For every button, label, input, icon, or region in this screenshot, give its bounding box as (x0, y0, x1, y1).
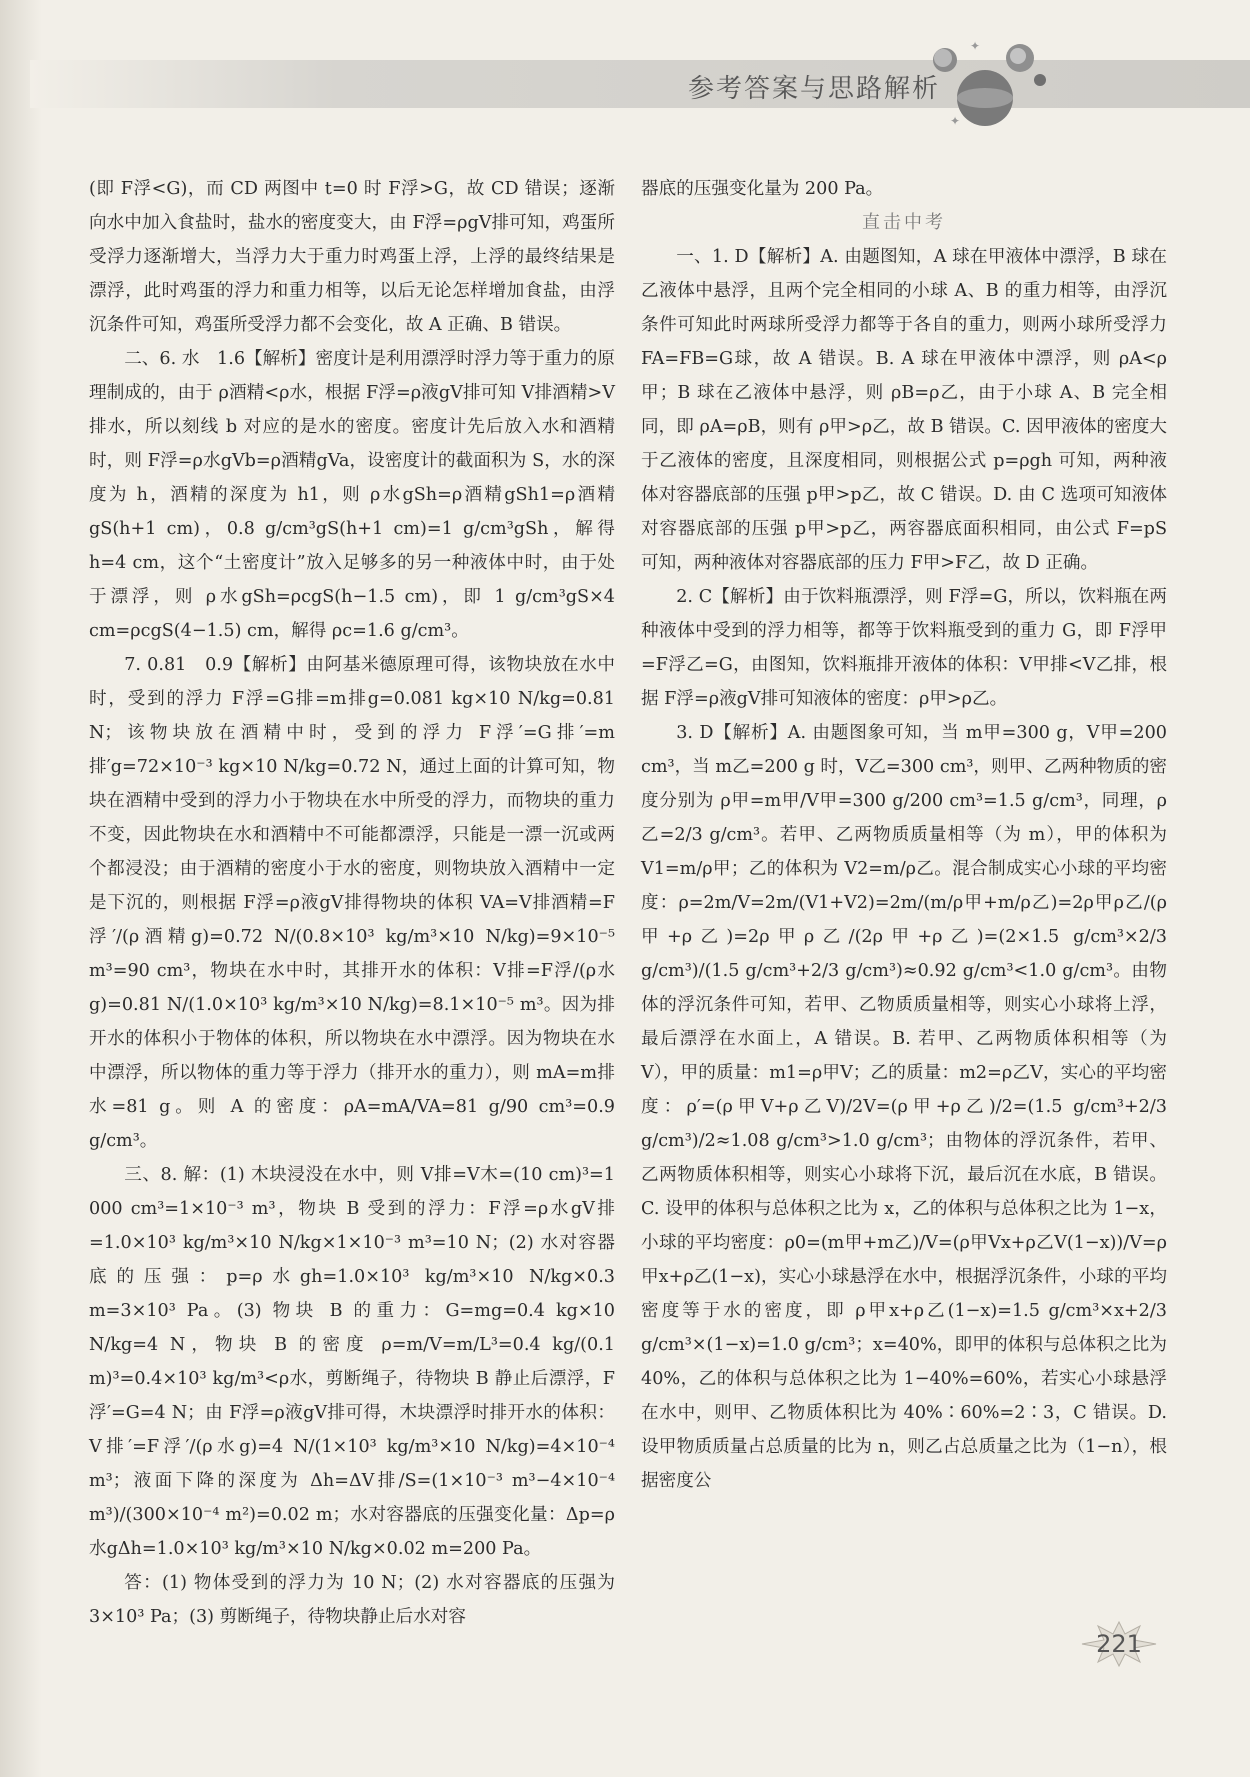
header-band (30, 60, 1250, 108)
header-title: 参考答案与思路解析 (687, 74, 940, 104)
page-edge (0, 0, 42, 1777)
paragraph: 二、6. 水 1.6【解析】密度计是利用漂浮时浮力等于重力的原理制成的，由于 ρ酒精<ρ水，根据 F浮=ρ液gV排可知 V排酒精>V排水，所以刻线 b 对应的是水的密度。密度计先后放入水和酒精时，则 F浮=ρ水gVb=ρ酒精gVa，设密度计的截面积为 S，水的深度为 h，酒精的深度为 h1，则 ρ水gSh=ρ酒精gSh1=ρ酒精gS(h+1 cm)，0.8 g/cm³gS(h+1 cm)=1 g/cm³gSh，解得 h=4 cm，这个“土密度计”放入足够多的另一种液体中时，由于处于漂浮，则 ρ水gSh=ρcgS(h−1.5 cm)，即 1 g/cm³gS×4 cm=ρcgS(4−1.5) cm，解得 ρc=1.6 g/cm³。 (89, 349, 615, 641)
svg-text:✦: ✦ (950, 114, 961, 128)
paragraph: 一、1. D【解析】A. 由题图知，A 球在甲液体中漂浮，B 球在乙液体中悬浮，且两个完全相同的小球 A、B 的重力相等，由浮沉条件可知此时两球所受浮力都等于各自的重力，则两小球所受浮力 FA=FB=G球，故 A 错误。B. A 球在甲液体中漂浮，则 ρA<ρ甲；B 球在乙液体中悬浮，则 ρB=ρ乙，由于小球 A、B 完全相同，即 ρA=ρB，则有 ρ甲>ρ乙，故 B 错误。C. 因甲液体的密度大于乙液体的密度，且深度相同，则根据公式 p=ρgh 可知，两种液体对容器底部的压强 p甲>p乙，故 C 错误。D. 由 C 选项可知液体对容器底部的压强 p甲>p乙，两容器底面积相同，由公式 F=pS 可知，两种液体对容器底部的压力 F甲>F乙，故 D 正确。 (641, 247, 1167, 573)
paragraph: 答：(1) 物体受到的浮力为 10 N；(2) 水对容器底的压强为 3×10³ Pa；(3) 剪断绳子，待物块静止后水对容 (89, 1573, 615, 1627)
paragraph: 三、8. 解：(1) 木块浸没在水中，则 V排=V木=(10 cm)³=1 000 cm³=1×10⁻³ m³，物块 B 受到的浮力：F浮=ρ水gV排=1.0×10³ kg/m³×10 N/kg×1×10⁻³ m³=10 N；(2) 水对容器底的压强：p=ρ水gh=1.0×10³ kg/m³×10 N/kg×0.3 m=3×10³ Pa。(3) 物块 B 的重力：G=mg=0.4 kg×10 N/kg=4 N，物块 B 的密度 ρ=m/V=m/L³=0.4 kg/(0.1 m)³=0.4×10³ kg/m³<ρ水，剪断绳子，待物块 B 静止后漂浮，F浮′=G=4 N；由 F浮=ρ液gV排可得，木块漂浮时排开水的体积：V排′=F浮′/(ρ水g)=4 N/(1×10³ kg/m³×10 N/kg)=4×10⁻⁴ m³；液面下降的深度为 Δh=ΔV排/S=(1×10⁻³ m³−4×10⁻⁴ m³)/(300×10⁻⁴ m²)=0.02 m；水对容器底的压强变化量：Δp=ρ水gΔh=1.0×10³ kg/m³×10 N/kg×0.02 m=200 Pa。 (89, 1165, 615, 1559)
right-column (641, 172, 1167, 1498)
left-column (89, 172, 615, 1634)
paragraph: 2. C【解析】由于饮料瓶漂浮，则 F浮=G，所以，饮料瓶在两种液体中受到的浮力相等，都等于饮料瓶受到的重力 G，即 F浮甲=F浮乙=G，由图知，饮料瓶排开液体的体积：V甲排<V乙排，根据 F浮=ρ液gV排可知液体的密度：ρ甲>ρ乙。 (641, 587, 1167, 709)
paragraph: 器底的压强变化量为 200 Pa。 (641, 179, 884, 199)
paragraph: 3. D【解析】A. 由题图象可知，当 m甲=300 g，V甲=200 cm³，当 m乙=200 g 时，V乙=300 cm³，则甲、乙两种物质的密度分别为 ρ甲=m甲/V甲=300 g/200 cm³=1.5 g/cm³，同理，ρ乙=2/3 g/cm³。若甲、乙两物质质量相等（为 m），甲的体积为 V1=m/ρ甲；乙的体积为 V2=m/ρ乙。混合制成实心小球的平均密度：ρ=2m/V=2m/(V1+V2)=2m/(m/ρ甲+m/ρ乙)=2ρ甲ρ乙/(ρ甲+ρ乙)=2ρ甲ρ乙/(2ρ甲+ρ乙)=(2×1.5 g/cm³×2/3 g/cm³)/(1.5 g/cm³+2/3 g/cm³)≈0.92 g/cm³<1.0 g/cm³。由物体的浮沉条件可知，若甲、乙物质质量相等，则实心小球将上浮，最后漂浮在水面上，A 错误。B. 若甲、乙两物质体积相等（为 V），甲的质量：m1=ρ甲V；乙的质量：m2=ρ乙V，实心的平均密度：ρ′=(ρ甲V+ρ乙V)/2V=(ρ甲+ρ乙)/2=(1.5 g/cm³+2/3 g/cm³)/2≈1.08 g/cm³>1.0 g/cm³；由物体的浮沉条件，若甲、乙两物质体积相等，则实心小球将下沉，最后沉在水底，B 错误。C. 设甲的体积与总体积之比为 x，乙的体积与总体积之比为 1−x，小球的平均密度：ρ0=(m甲+m乙)/V=(ρ甲Vx+ρ乙V(1−x))/V=ρ甲x+ρ乙(1−x)，实心小球悬浮在水中，根据浮沉条件，小球的平均密度等于水的密度，即 ρ甲x+ρ乙(1−x)=1.5 g/cm³×x+2/3 g/cm³×(1−x)=1.0 g/cm³；x=40%，即甲的体积与总体积之比为 40%，乙的体积与总体积之比为 1−40%=60%，若实心小球悬浮在水中，则甲、乙物质体积比为 40%∶60%=2∶3，C 错误。D. 设甲物质质量占总质量的比为 n，则乙占总质量之比为（1−n），根据密度公 (641, 723, 1167, 1491)
svg-text:✦: ✦ (970, 40, 981, 53)
paragraph: (即 F浮<G)，而 CD 两图中 t=0 时 F浮>G，故 CD 错误；逐渐向水中加入食盐时，盐水的密度变大，由 F浮=ρgV排可知，鸡蛋所受浮力逐渐增大，当浮力大于重力时鸡蛋上浮，上浮的最终结果是漂浮，此时鸡蛋的浮力和重力相等，以后无论怎样增加食盐，由浮沉条件可知，鸡蛋所受浮力都不会变化，故 A 正确、B 错误。 (89, 179, 615, 335)
planets-icon (930, 40, 1060, 135)
page-number-text: 221 (1096, 1630, 1142, 1658)
page-number (1080, 1620, 1158, 1668)
paragraph: 7. 0.81 0.9【解析】由阿基米德原理可得，该物块放在水中时，受到的浮力 F浮=G排=m排g=0.081 kg×10 N/kg=0.81 N；该物块放在酒精中时，受到的浮力 F浮′=G排′=m排′g=72×10⁻³ kg×10 N/kg=0.72 N，通过上面的计算可知，物块在酒精中受到的浮力小于物块在水中所受的浮力，而物块的重力不变，因此物块在水和酒精中不可能都漂浮，只能是一漂一沉或两个都浸没；由于酒精的密度小于水的密度，则物块放入酒精中一定是下沉的，则根据 F浮=ρ液gV排得物块的体积 VA=V排酒精=F浮′/(ρ酒精g)=0.72 N/(0.8×10³ kg/m³×10 N/kg)=9×10⁻⁵ m³=90 cm³，物块在水中时，其排开水的体积：V排=F浮/(ρ水g)=0.81 N/(1.0×10³ kg/m³×10 N/kg)=8.1×10⁻⁵ m³。因为排开水的体积小于物体的体积，所以物块在水中漂浮。因为物块在水中漂浮，所以物体的重力等于浮力（排开水的重力），则 mA=m排水=81 g。则 A 的密度：ρA=mA/VA=81 g/90 cm³=0.9 g/cm³。 (89, 655, 615, 1151)
section-heading: 直击中考 (862, 212, 946, 233)
